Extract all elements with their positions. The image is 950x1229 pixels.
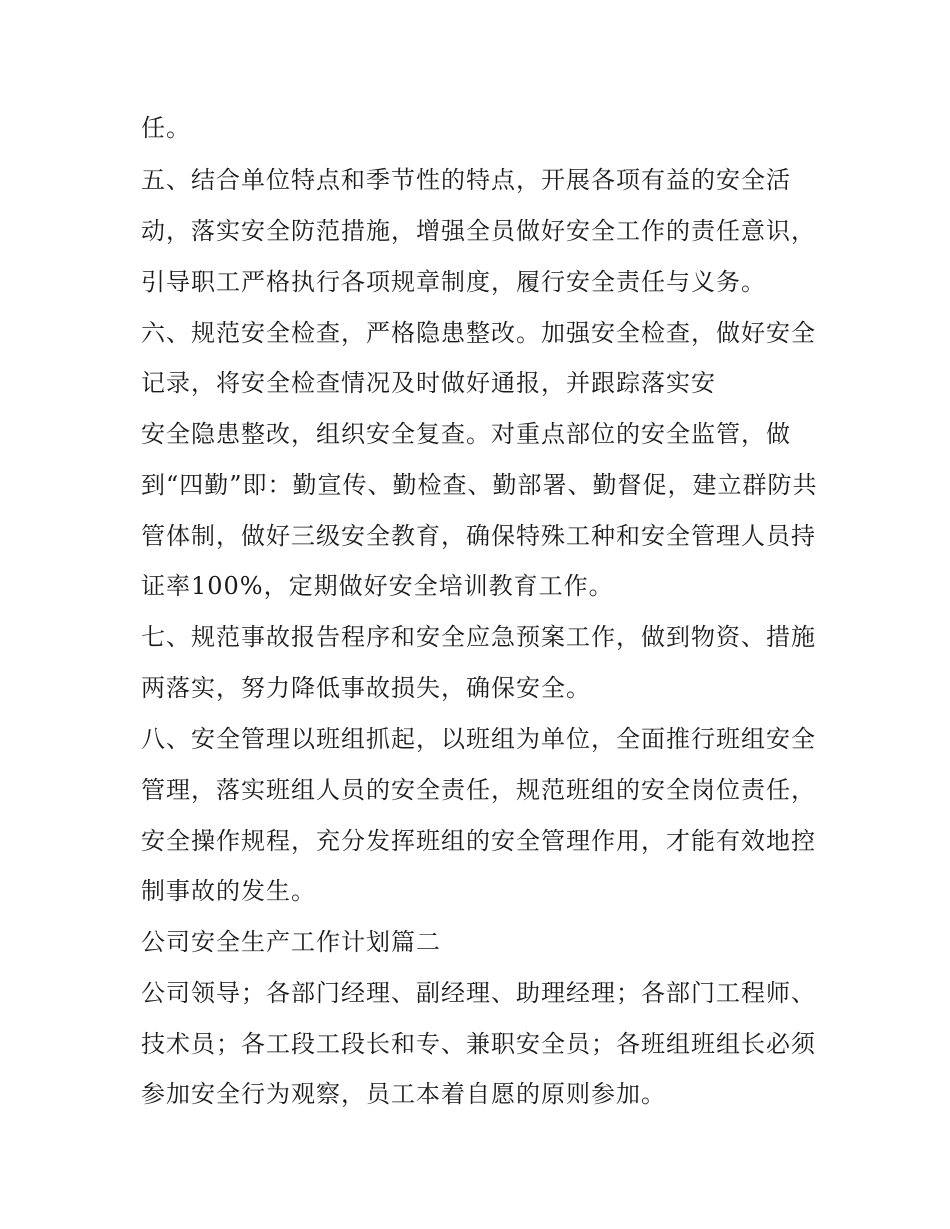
text-line: 记录，将安全检查情况及时做好通报，并跟踪落实安 [141,369,716,397]
text-line: 安全操作规程，充分发挥班组的安全管理作用，才能有效地控 [141,827,816,855]
text-line: 动，落实安全防范措施，增强全员做好安全工作的责任意识， [141,217,816,245]
text-line: 到“四勤”即：勤宣传、勤检查、勤部署、勤督促，建立群防共 [141,471,818,499]
text-line: 两落实，努力降低事故损失，确保安全。 [141,674,591,702]
text-line: 七、规范事故报告程序和安全应急预案工作，做到物资、措施 [141,623,816,651]
text-line: 安全隐患整改，组织安全复查。对重点部位的安全监管，做 [141,420,791,448]
text-line: 八、安全管理以班组抓起，以班组为单位，全面推行班组安全 [141,725,816,753]
text-line: 参加安全行为观察，员工本着自愿的原则参加。 [141,1080,666,1108]
text-line: 五、结合单位特点和季节性的特点，开展各项有益的安全活 [141,166,791,194]
text-line: 引导职工严格执行各项规章制度，履行安全责任与义务。 [141,268,766,296]
text-line: 管体制，做好三级安全教育，确保特殊工种和安全管理人员持 [141,522,816,550]
text-line: 公司领导；各部门经理、副经理、助理经理；各部门工程师、 [141,979,816,1007]
text-line: 六、规范安全检查，严格隐患整改。加强安全检查，做好安全 [141,319,816,347]
text-line: 技术员；各工段工段长和专、兼职安全员；各班组班组长必须 [141,1030,816,1058]
text-line: 证率100%，定期做好安全培训教育工作。 [141,572,614,600]
text-line: 任。 [141,114,191,142]
text-line: 管理，落实班组人员的安全责任，规范班组的安全岗位责任， [141,776,816,804]
text-line: 制事故的发生。 [141,877,316,905]
section-heading: 公司安全生产工作计划篇二 [141,928,441,956]
